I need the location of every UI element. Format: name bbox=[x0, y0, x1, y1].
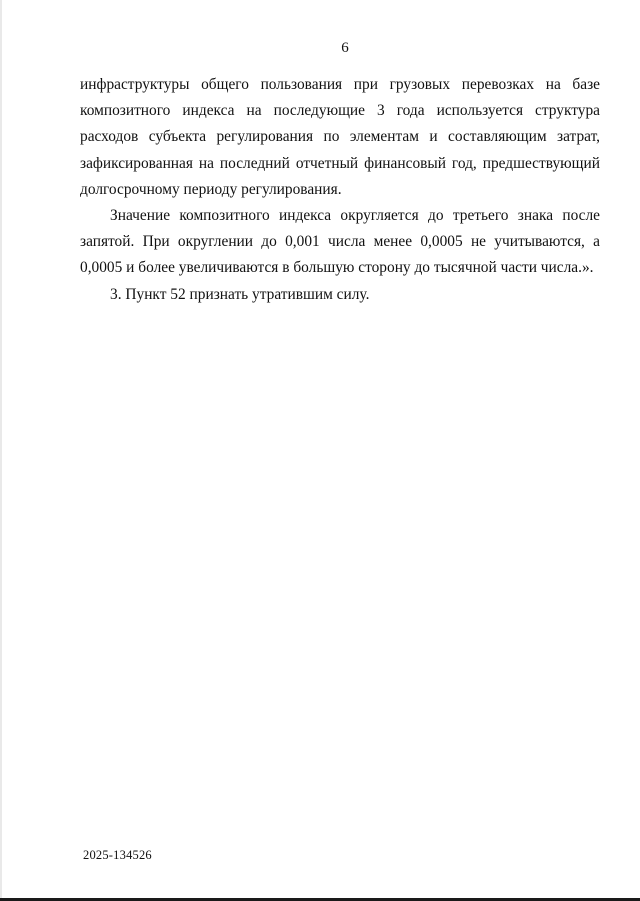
page-number: 6 bbox=[341, 40, 349, 56]
document-body bbox=[80, 72, 600, 308]
paragraph-point-52: 3. Пункт 52 признать утратившим силу. bbox=[110, 285, 370, 303]
paragraph-rounding-rule: Значение композитного индекса округляется до третьего знака после запятой. При округлении до 0,001 числа менее 0,0005 не учитываются, а 0,0005 и более увеличиваются в большую сторону до тысячной части числа.». bbox=[80, 207, 600, 277]
paragraph-continuation: инфраструктуры общего пользования при грузовых перевозках на базе композитного индекса на последующие 3 года используется структура расходов субъекта регулирования по элементам и составляющим затрат, зафиксированная на последний отчетный финансовый год, предшествующий долгосрочному периоду регулирования. bbox=[80, 76, 600, 198]
document-registration-number: 2025-134526 bbox=[83, 848, 152, 862]
scan-edge-left bbox=[0, 0, 2, 901]
